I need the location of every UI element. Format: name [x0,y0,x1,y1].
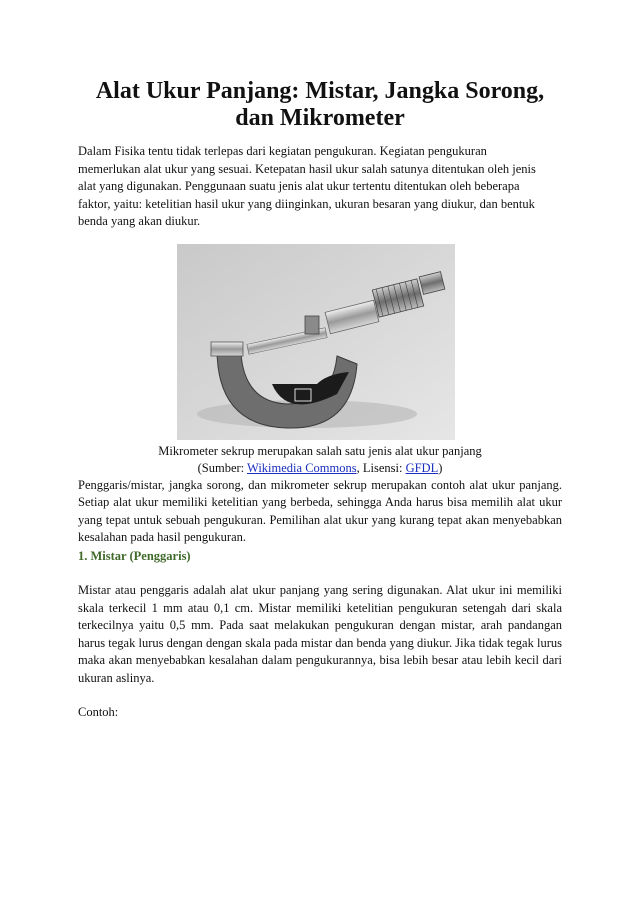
caption-line-1: Mikrometer sekrup merupakan salah satu jenis alat ukur panjang [158,443,482,458]
micrometer-photo [177,244,455,440]
contoh-label: Contoh: [78,705,119,719]
paragraph-mistar: Mistar atau penggaris adalah alat ukur panjang yang sering digunakan. Alat ukur ini memiliki skala terkecil 1 mm atau 0,1 cm. Mistar memiliki ketelitian pengukuran setengah dari skala terkecilnya yaitu 0,5 mm. Pada saat melakukan pengukuran dengan mistar, arah pandangan harus tegak lurus dengan dengan skala pada mistar dan benda yang diukur. Jika tidak tegak lurus maka akan menyebabkan kesalahan dalam pengukurannya, bisa lebih besar atau lebih kecil dari ukuran aslinya. [78,583,562,685]
title-line-2: dan Mikrometer [235,105,405,131]
source-prefix: (Sumber: [197,460,248,475]
caption-source-line [78,460,562,477]
title-line-1: Alat Ukur Panjang: Mistar, Jangka Sorong, [95,78,545,104]
intro-paragraph: Dalam Fisika tentu tidak terlepas dari kegiatan pengukuran. Kegiatan pengukuran memerlukan alat ukur yang sesuai. Ketepatan hasil ukur salah satunya ditentukan oleh jenis alat yang digunakan. Penggunaan suatu jenis alat ukur tertentu ditentukan oleh beberapa faktor, yaitu: ketelitian hasil ukur yang diinginkan, ukuran besaran yang diukur, dan bentuk benda yang akan diukur. [78,144,536,228]
page-title [78,78,562,132]
wikimedia-commons-link[interactable]: Wikimedia Commons [247,460,357,475]
document-page [78,78,562,722]
license-prefix: , Lisensi: [356,460,406,475]
section-heading-mistar: 1. Mistar (Penggaris) [78,548,191,563]
gfdl-link[interactable]: GFDL [405,460,439,475]
paragraph-alat-ukur: Penggaris/mistar, jangka sorong, dan mikrometer sekrup merupakan contoh alat ukur panjang. Setiap alat ukur memiliki ketelitian yang berbeda, sehingga Anda harus bisa memilih alat ukur yang tepat untuk sebuah pengukuran. Pemilihan alat ukur yang kurang tepat akan menyebabkan kesalahan pada hasil pengukuran. [78,477,562,544]
figure-caption [78,443,562,477]
caption-suffix: ) [438,460,443,475]
